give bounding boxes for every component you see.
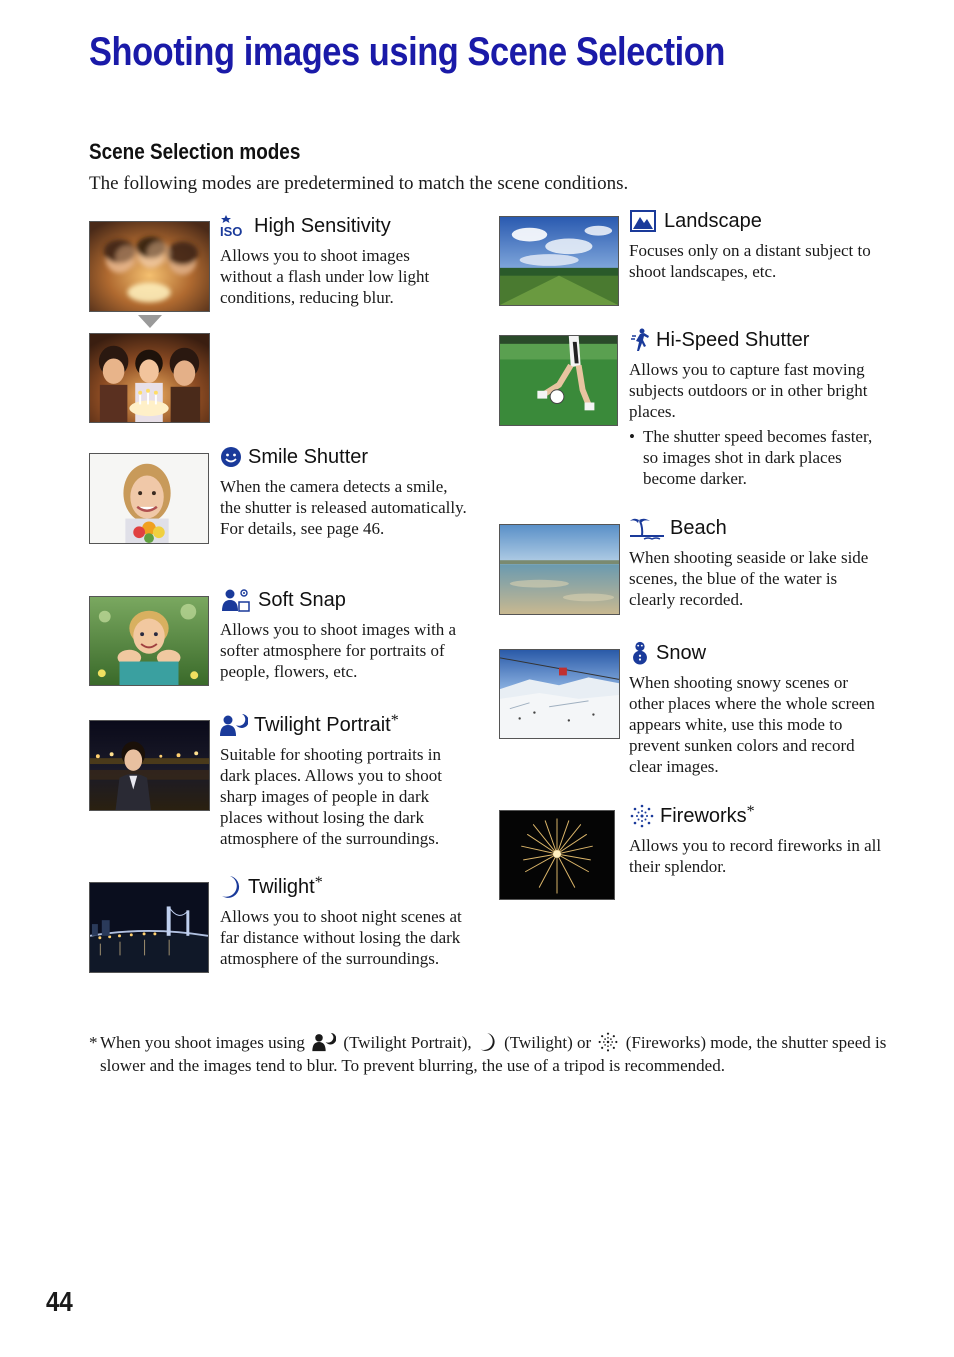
snow-description: When shooting snowy scenes or other places where the whole screen appears white, use this mode to prevent sunken colors and record clear images. — [629, 673, 875, 776]
fireworks-title: Fireworks — [660, 804, 747, 827]
hi-speed-shutter-title: Hi-Speed Shutter — [656, 328, 810, 351]
twilight-portrait-heading — [220, 713, 399, 737]
smile-shutter-photo — [89, 453, 209, 544]
high-sensitivity-photo-blurred — [89, 221, 210, 312]
soft-snap-heading — [220, 588, 346, 612]
section-heading: Scene Selection modes — [89, 139, 301, 164]
smile-shutter-title: Smile Shutter — [248, 445, 369, 468]
twilight-asterisk: * — [314, 874, 323, 891]
soft-snap-photo — [89, 596, 209, 686]
footnote — [89, 1031, 889, 1077]
snow-photo — [499, 649, 620, 739]
landscape-icon — [630, 209, 658, 233]
hi-speed-shutter-description: Allows you to capture fast moving subjects outdoors or in other bright places. — [629, 360, 868, 421]
intro-text: The following modes are predetermined to match the scene conditions. — [89, 173, 629, 194]
beach-heading — [630, 516, 727, 540]
twilight-photo — [89, 882, 209, 973]
arrow-down-icon — [138, 313, 162, 329]
fireworks-photo — [499, 810, 615, 900]
high-sensitivity-photo-sharp — [89, 333, 210, 423]
snow-heading — [630, 641, 706, 665]
beach-photo — [499, 524, 620, 615]
twilight-title: Twilight — [248, 875, 315, 898]
footnote-part-1: When you shoot images using — [100, 1033, 305, 1052]
runner-icon — [630, 328, 650, 352]
footnote-part-2: (Twilight Portrait), — [343, 1033, 472, 1052]
twilight-portrait-description: Suitable for shooting portraits in dark places. Allows you to shoot sharp images of people in dark places without losing the dark atmosphere of the surroundings. — [220, 745, 442, 848]
landscape-heading — [630, 209, 762, 233]
footnote-part-4: (Fireworks) mode, the shutter speed is slower and the images tend to blur. To prevent blurring, the use of a tripod is recommended. — [100, 1033, 887, 1075]
smile-shutter-heading — [220, 445, 368, 469]
smile-shutter-description: When the camera detects a smile, the shutter is released automatically. For details, see page 46. — [220, 477, 467, 538]
moon-icon — [220, 875, 242, 899]
soft-snap-title: Soft Snap — [258, 588, 346, 611]
footnote-asterisk: * — [89, 1033, 98, 1052]
snow-title: Snow — [656, 641, 707, 664]
twilight-description: Allows you to shoot night scenes at far distance without losing the dark atmosphere of the surroundings. — [220, 907, 462, 968]
footnote-text — [89, 1031, 889, 1077]
fireworks-icon — [598, 1032, 618, 1052]
hi-speed-shutter-heading — [630, 328, 809, 352]
landscape-description: Focuses only on a distant subject to shoot landscapes, etc. — [629, 241, 871, 281]
twilight-portrait-title: Twilight Portrait — [254, 713, 391, 736]
landscape-photo — [499, 216, 619, 306]
snowman-icon — [630, 641, 650, 665]
soft-snap-description: Allows you to shoot images with a softer atmosphere for portraits of people, flowers, etc. — [220, 620, 457, 681]
twilight-portrait-icon — [312, 1032, 336, 1052]
high-sensitivity-heading — [220, 214, 391, 238]
fireworks-icon — [630, 804, 654, 828]
fireworks-asterisk: * — [746, 803, 755, 820]
twilight-heading — [220, 875, 323, 899]
landscape-title: Landscape — [664, 209, 762, 232]
beach-description: When shooting seaside or lake side scenes, the blue of the water is clearly recorded. — [629, 548, 869, 609]
high-sensitivity-title: High Sensitivity — [254, 214, 391, 237]
soft-snap-icon — [220, 588, 252, 612]
iso-icon — [220, 214, 248, 238]
hi-speed-shutter-photo — [499, 335, 618, 426]
page-title: Shooting images using Scene Selection — [89, 30, 725, 74]
hi-speed-shutter-note: • The shutter speed becomes faster, so images shot in dark places become darker. — [643, 426, 873, 489]
smile-icon — [220, 445, 242, 469]
twilight-portrait-asterisk: * — [390, 712, 399, 729]
svg-text:ISO: ISO — [220, 224, 243, 238]
moon-icon — [479, 1032, 497, 1052]
high-sensitivity-description: Allows you to shoot images without a flash under low light conditions, reducing blur. — [220, 246, 430, 307]
beach-title: Beach — [670, 516, 727, 539]
twilight-portrait-photo — [89, 720, 210, 811]
footnote-part-3: (Twilight) or — [504, 1033, 592, 1052]
fireworks-description: Allows you to record fireworks in all their splendor. — [629, 836, 882, 876]
twilight-portrait-icon — [220, 713, 248, 737]
fireworks-heading — [630, 804, 755, 828]
page-number: 44 — [46, 1286, 73, 1317]
beach-icon — [630, 516, 664, 540]
